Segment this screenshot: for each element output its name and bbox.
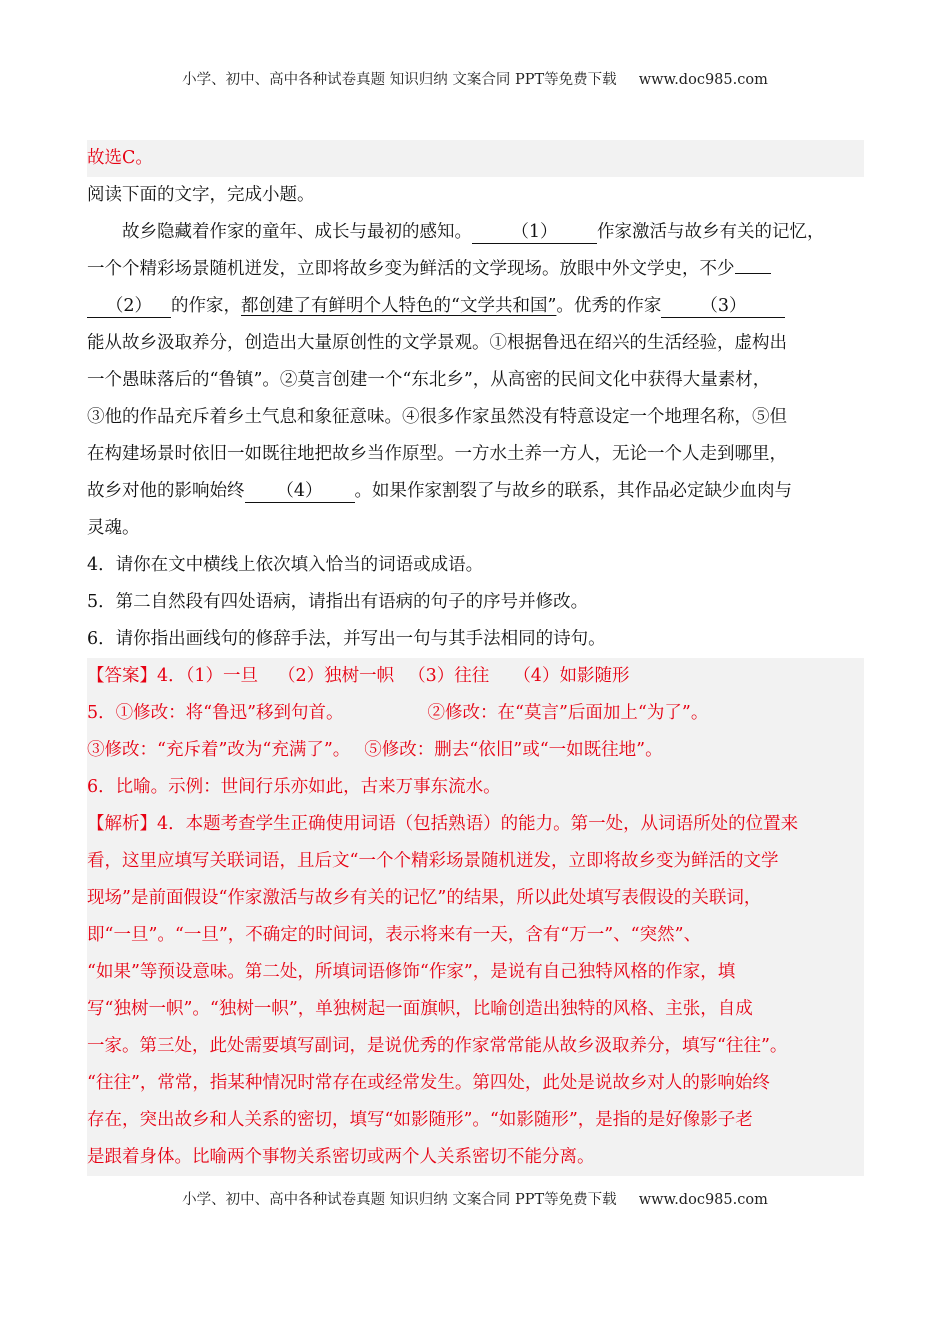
analysis-line: 一家。第三处，此处需要填写副词，是说优秀的作家常常能从故乡汲取养分，填写“往往”。 [87, 1036, 788, 1056]
blank-3: （3） [661, 295, 785, 318]
header-text: 小学、初中、高中各种试卷真题 知识归纳 文案合同 PPT等免费下载 [182, 72, 617, 88]
analysis-line: 写“独树一帜”。“独树一帜”，单独树起一面旗帜，比喻创造出独特的风格、主张，自成 [87, 999, 753, 1019]
answer-text: （1）一旦 [185, 666, 259, 686]
page-header [0, 68, 950, 89]
answer-text: （3）往往 [408, 666, 490, 686]
answer-text: ②修改：在“莫言”后面加上“为了”。 [427, 703, 709, 723]
analysis-text: 4．本题考查学生正确使用词语（包括熟语）的能力。第一处，从词语所处的位置来 [157, 814, 799, 834]
document-body [87, 140, 864, 1176]
analysis-line: “往往”，常常，指某种情况时常存在或经常发生。第四处，此处是说故乡对人的影响始终 [87, 1073, 770, 1093]
analysis-line: 看，这里应填写关联词语，且后文“一个个精彩场景随机迸发，立即将故乡变为鲜活的文学 [87, 851, 779, 871]
passage-line [87, 473, 864, 510]
passage-text: 。如果作家割裂了与故乡的联系，其作品必定缺少血肉与 [354, 481, 792, 501]
answer-5 [87, 695, 864, 732]
answer-label: 【答案】 [87, 666, 157, 686]
blank-1: （1） [472, 221, 597, 244]
question-5: 5．第二自然段有四处语病，请指出有语病的句子的序号并修改。 [87, 592, 589, 612]
blank-2-start [735, 251, 771, 274]
answer-text: （4）如影随形 [513, 666, 630, 686]
passage-text: 故乡隐藏着作家的童年、成长与最初的感知。 [122, 222, 472, 242]
analysis-line: “如果”等预设意味。第二处，所填词语修饰“作家”，是说有自己独特风格的作家，填 [87, 962, 736, 982]
passage-line [87, 214, 864, 251]
answer-text: 4． [157, 666, 186, 686]
answer-4 [87, 658, 864, 695]
passage-text: 一个个精彩场景随机迸发，立即将故乡变为鲜活的文学现场。放眼中外文学史，不少 [87, 259, 735, 279]
header-site: www.doc985.com [638, 72, 768, 88]
passage-line: ③他的作品充斥着乡土气息和象征意味。④很多作家虽然没有特意设定一个地理名称，⑤但 [87, 407, 787, 427]
analysis-line: 存在，突出故乡和人关系的密切，填写“如影随形”。“如影随形”，是指的是好像影子老 [87, 1110, 753, 1130]
intro-text: 阅读下面的文字，完成小题。 [87, 185, 315, 205]
page-footer [0, 1188, 950, 1209]
analysis-line: 是跟着身体。比喻两个事物关系密切或两个人关系密切不能分离。 [87, 1147, 595, 1167]
footer-site: www.doc985.com [638, 1192, 768, 1208]
answer-text: （2）独树一帜 [278, 666, 395, 686]
passage-line [87, 251, 864, 288]
passage-text: 故乡对他的影响始终 [87, 481, 245, 501]
analysis-line: 现场”是前面假设“作家激活与故乡有关的记忆”的结果，所以此处填写表假设的关联词， [87, 888, 762, 908]
answer-block [87, 658, 864, 1176]
passage-line [87, 288, 864, 325]
answer-6: 6．比喻。示例：世间行乐亦如此，古来万事东流水。 [87, 777, 501, 797]
answer-text: 5．①修改：将“鲁迅”移到句首。 [87, 703, 344, 723]
footer-text: 小学、初中、高中各种试卷真题 知识归纳 文案合同 PPT等免费下载 [182, 1192, 617, 1208]
blank-4: （4） [245, 480, 355, 503]
analysis-line [87, 806, 864, 843]
analysis-label: 【解析】 [87, 814, 157, 834]
question-6: 6．请你指出画线句的修辞手法，并写出一句与其手法相同的诗句。 [87, 629, 606, 649]
passage-line: 在构建场景时依旧一如既往地把故乡当作原型。一方水土养一方人，无论一个人走到哪里， [87, 444, 787, 464]
reading-passage [87, 214, 864, 547]
underlined-sentence: 都创建了有鲜明个人特色的“文学共和国” [241, 296, 557, 316]
prev-answer: 故选C。 [87, 140, 864, 177]
passage-text: 。优秀的作家 [556, 296, 662, 316]
passage-line: 灵魂。 [87, 518, 140, 538]
analysis-line: 即“一旦”。“一旦”，不确定的时间词，表示将来有一天，含有“万一”、“突然”、 [87, 925, 702, 945]
passage-line: 能从故乡汲取养分，创造出大量原创性的文学景观。①根据鲁迅在绍兴的生活经验，虚构出 [87, 333, 787, 353]
passage-line: 一个愚昧落后的“鲁镇”。②莫言创建一个“东北乡”，从高密的民间文化中获得大量素材， [87, 370, 771, 390]
blank-2: （2） [87, 295, 171, 318]
passage-text: 作家激活与故乡有关的记忆， [597, 222, 825, 242]
answer-text: ⑤修改：删去“依旧”或“一如既往地”。 [364, 740, 663, 760]
question-4: 4．请你在文中横线上依次填入恰当的词语或成语。 [87, 555, 484, 575]
passage-text: 的作家， [171, 296, 241, 316]
answer-text: ③修改：“充斥着”改为“充满了”。 [87, 740, 351, 760]
answer-5-cont [87, 732, 864, 769]
